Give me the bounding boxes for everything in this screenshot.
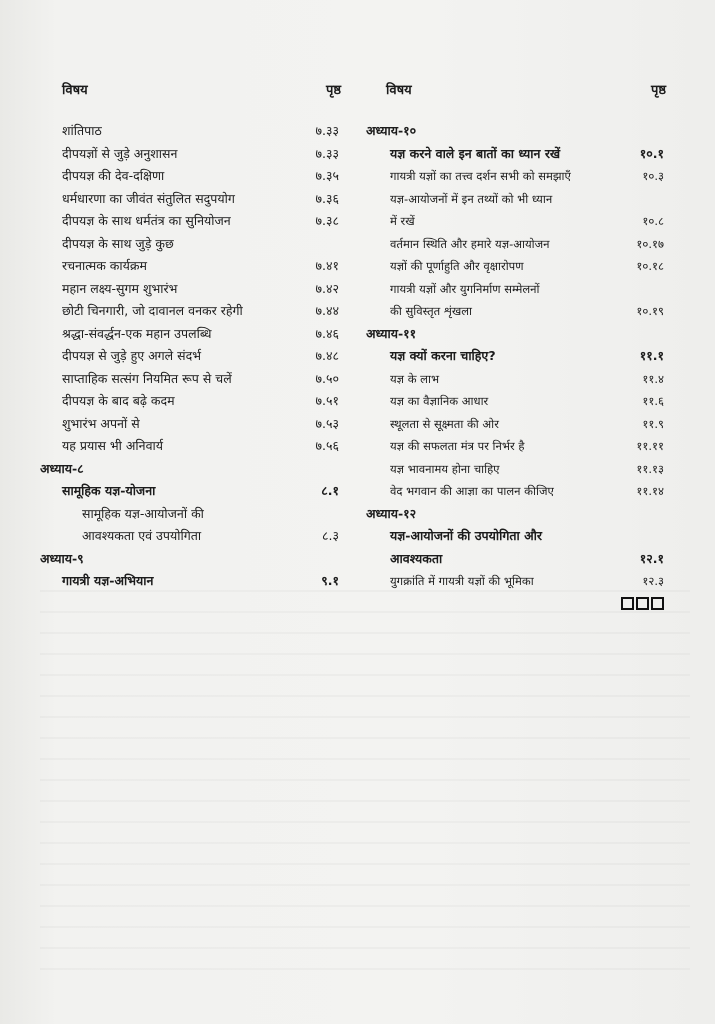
entry-title: यज्ञ क्यों करना चाहिए? [390, 348, 496, 363]
toc-entry [58, 368, 343, 391]
entry-title: दीपयज्ञ के बाद बढ़े कदम [62, 393, 175, 408]
entry-title: आवश्यकता एवं उपयोगिता [82, 528, 202, 543]
entry-title: साप्ताहिक सत्संग नियमित रूप से चलें [62, 370, 232, 386]
entry-title: महान लक्ष्य-सुगम शुभारंभ [62, 280, 178, 296]
end-of-contents-mark [619, 595, 664, 611]
entry-page-number: ७.५१ [315, 393, 339, 408]
entry-page-number: ७.४२ [315, 280, 339, 296]
entry-title: अध्याय-८ [40, 460, 84, 476]
entry-title: यज्ञ-आयोजनों में इन तथ्यों को भी ध्यान [390, 191, 553, 206]
entry-title: दीपयज्ञ से जुड़े हुए अगले संदर्भ [62, 348, 202, 363]
entry-title: गायत्री यज्ञों का तत्त्व दर्शन सभी को समझाएँ [390, 169, 571, 183]
toc-entry [366, 233, 668, 256]
toc-entry [58, 570, 343, 593]
entry-page-number: ७.४१ [315, 258, 339, 273]
entry-page-number: १२.१ [639, 550, 664, 566]
entry-page-number: ११.११ [636, 439, 664, 453]
toc-right-column [366, 80, 668, 615]
toc-entry [366, 300, 668, 323]
entry-page-number: ७.५० [315, 370, 339, 386]
entry-title: यज्ञ करने वाले इन बातों का ध्यान रखें [390, 145, 561, 161]
bleed-through-texture [40, 590, 690, 970]
entry-page-number: ७.३३ [315, 123, 339, 138]
entry-page-number: १०.१ [639, 145, 664, 161]
entry-page-number: १०.३ [642, 169, 664, 183]
entry-page-number: ७.४८ [315, 348, 339, 363]
toc-entry [58, 413, 343, 436]
toc-entry [58, 390, 343, 413]
toc-entry [58, 165, 343, 188]
entry-title: यज्ञ के लाभ [390, 371, 440, 386]
toc-entry [58, 143, 343, 166]
toc-entry [366, 390, 668, 413]
entry-title: में रखें [390, 214, 415, 228]
entry-page-number: ७.४४ [315, 303, 339, 318]
toc-entry [366, 368, 668, 391]
entry-title: युगक्रांति में गायत्री यज्ञों की भूमिका [390, 574, 534, 588]
entry-page-number: ११.६ [642, 394, 664, 408]
entry-title: अध्याय-११ [366, 325, 417, 341]
entry-title: यज्ञ की सफलता मंत्र पर निर्भर है [390, 439, 525, 453]
toc-entry [366, 548, 668, 571]
page-header: पृष्ठ [650, 83, 666, 98]
toc-entry [366, 278, 668, 301]
entry-page-number: १२.३ [642, 574, 664, 588]
chapter-heading [40, 548, 343, 571]
toc-entry [366, 525, 668, 548]
toc-entry [366, 480, 668, 503]
toc-entry [58, 503, 343, 526]
chapter-heading [366, 120, 668, 143]
entry-title: दीपयज्ञ की देव-दक्षिणा [62, 168, 165, 183]
entry-title: दीपयज्ञ के साथ धर्मतंत्र का सुनियोजन [62, 213, 231, 228]
entry-page-number: ७.५३ [315, 415, 339, 431]
toc-entry [58, 300, 343, 323]
entry-title: यह प्रयास भी अनिवार्य [62, 438, 164, 453]
toc-list [40, 120, 343, 593]
toc-entry [366, 570, 668, 593]
entry-page-number: ९.१ [321, 573, 339, 588]
entry-title: श्रद्धा-संवर्द्धन-एक महान उपलब्धि [62, 325, 212, 341]
entry-title: अध्याय-९ [40, 550, 84, 566]
toc-entry [366, 413, 668, 436]
entry-page-number: १०.१८ [636, 259, 664, 273]
entry-title: गायत्री यज्ञ-अभियान [62, 573, 154, 588]
toc-entry [58, 120, 343, 143]
entry-page-number: ७.३८ [315, 213, 339, 228]
toc-entry [58, 210, 343, 233]
toc-left-column [40, 80, 343, 593]
entry-title: स्थूलता से सूक्ष्मता की ओर [390, 416, 499, 431]
toc-entry [58, 188, 343, 211]
toc-entry [58, 278, 343, 301]
entry-title: यज्ञ-आयोजनों की उपयोगिता और [390, 528, 543, 543]
entry-title: शांतिपाठ [62, 123, 102, 138]
entry-title: गायत्री यज्ञों और युगनिर्माण सम्मेलनों [390, 281, 540, 296]
entry-page-number: ७.३५ [315, 168, 339, 183]
entry-page-number: ७.३३ [315, 145, 339, 161]
entry-page-number: ८.३ [322, 528, 339, 543]
toc-entry [366, 188, 668, 211]
toc-entry [58, 345, 343, 368]
toc-entry [58, 323, 343, 346]
entry-page-number: ११.१ [639, 348, 664, 363]
entry-page-number: ७.४६ [315, 325, 339, 341]
page-header: पृष्ठ [325, 83, 341, 98]
toc-entry [58, 525, 343, 548]
toc-list [366, 120, 668, 593]
entry-page-number: १०.१९ [636, 304, 664, 318]
entry-title: वर्तमान स्थिति और हमारे यज्ञ-आयोजन [390, 236, 550, 251]
toc-entry [366, 143, 668, 166]
chapter-heading [366, 503, 668, 526]
entry-page-number: १०.८ [642, 214, 664, 228]
toc-entry [58, 233, 343, 256]
toc-entry [58, 255, 343, 278]
entry-page-number: ८.१ [321, 483, 339, 498]
toc-header [58, 80, 343, 102]
entry-title: दीपयज्ञों से जुड़े अनुशासन [62, 145, 178, 161]
chapter-heading [40, 458, 343, 481]
subject-header: विषय [62, 83, 88, 98]
entry-title: आवश्यकता [390, 550, 443, 566]
entry-title: सामूहिक यज्ञ-योजना [62, 483, 156, 498]
entry-title: छोटी चिनगारी, जो दावानल वनकर रहेगी [62, 303, 243, 318]
entry-title: अध्याय-१० [366, 123, 417, 138]
entry-page-number: ७.३६ [315, 190, 339, 206]
entry-title: सामूहिक यज्ञ-आयोजनों की [82, 505, 204, 521]
toc-entry [58, 435, 343, 458]
entry-title: वेद भगवान की आज्ञा का पालन कीजिए [390, 484, 554, 498]
toc-entry [366, 435, 668, 458]
toc-entry [366, 458, 668, 481]
entry-page-number: ११.१३ [636, 461, 664, 476]
toc-entry [366, 210, 668, 233]
entry-title: अध्याय-१२ [366, 505, 417, 521]
toc-entry [58, 480, 343, 503]
entry-title: रचनात्मक कार्यक्रम [62, 258, 147, 273]
toc-entry [366, 255, 668, 278]
entry-title: यज्ञ भावनामय होना चाहिए [390, 461, 500, 476]
entry-title: यज्ञों की पूर्णाहुति और वृक्षारोपण [390, 259, 524, 273]
subject-header: विषय [386, 83, 412, 98]
entry-title: शुभारंभ अपनों से [62, 415, 140, 431]
entry-page-number: ११.४ [642, 371, 664, 386]
entry-title: की सुविस्तृत शृंखला [390, 304, 473, 318]
entry-title: धर्मधारणा का जीवंत संतुलित सदुपयोग [62, 190, 235, 206]
toc-entry [366, 165, 668, 188]
toc-header [366, 80, 668, 102]
entry-title: दीपयज्ञ के साथ जुड़े कुछ [62, 235, 174, 251]
chapter-heading [366, 323, 668, 346]
entry-page-number: ११.९ [642, 416, 664, 431]
entry-title: यज्ञ का वैज्ञानिक आधार [390, 394, 489, 408]
toc-entry [366, 345, 668, 368]
entry-page-number: ७.५६ [315, 438, 339, 453]
entry-page-number: १०.१७ [636, 236, 664, 251]
entry-page-number: ११.१४ [636, 484, 664, 498]
